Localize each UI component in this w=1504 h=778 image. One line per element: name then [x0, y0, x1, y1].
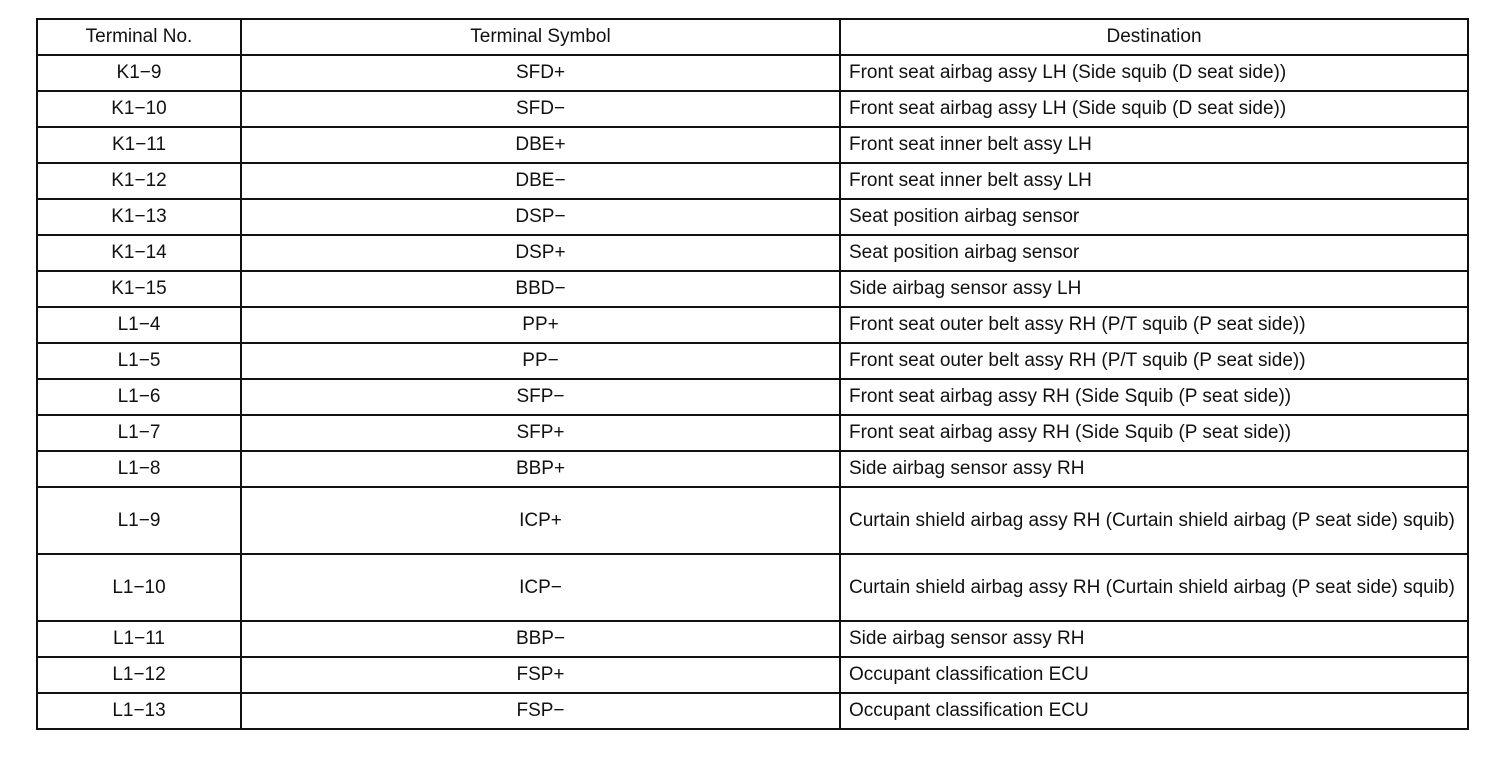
terminal-no-cell: L1−13	[37, 693, 241, 729]
table-row	[37, 163, 1468, 199]
terminal-table	[36, 18, 1469, 730]
terminal-no-cell: L1−9	[37, 487, 241, 554]
destination-cell: Curtain shield airbag assy RH (Curtain shield airbag (P seat side) squib)	[840, 487, 1468, 554]
destination-cell: Curtain shield airbag assy RH (Curtain shield airbag (P seat side) squib)	[840, 554, 1468, 621]
terminal-no-cell: L1−10	[37, 554, 241, 621]
terminal-symbol-cell: BBP−	[241, 621, 840, 657]
terminal-no-cell: L1−12	[37, 657, 241, 693]
table-row	[37, 621, 1468, 657]
table-row	[37, 487, 1468, 554]
terminal-symbol-cell: PP−	[241, 343, 840, 379]
terminal-no-cell: K1−9	[37, 55, 241, 91]
destination-cell: Front seat airbag assy RH (Side Squib (P seat side))	[840, 415, 1468, 451]
terminal-no-cell: K1−10	[37, 91, 241, 127]
terminal-symbol-cell: DBE−	[241, 163, 840, 199]
terminal-symbol-cell: SFD+	[241, 55, 840, 91]
table-row	[37, 693, 1468, 729]
table-row	[37, 657, 1468, 693]
destination-cell: Front seat inner belt assy LH	[840, 127, 1468, 163]
table-row	[37, 379, 1468, 415]
destination-cell: Side airbag sensor assy RH	[840, 621, 1468, 657]
destination-cell: Front seat outer belt assy RH (P/T squib (P seat side))	[840, 343, 1468, 379]
table-row	[37, 307, 1468, 343]
terminal-symbol-cell: SFD−	[241, 91, 840, 127]
terminal-no-cell: L1−5	[37, 343, 241, 379]
header-row	[37, 19, 1468, 55]
terminal-no-cell: L1−6	[37, 379, 241, 415]
terminal-symbol-cell: ICP+	[241, 487, 840, 554]
terminal-symbol-cell: BBP+	[241, 451, 840, 487]
table-row	[37, 554, 1468, 621]
destination-cell: Occupant classification ECU	[840, 693, 1468, 729]
terminal-no-cell: L1−8	[37, 451, 241, 487]
destination-cell: Front seat outer belt assy RH (P/T squib (P seat side))	[840, 307, 1468, 343]
destination-cell: Side airbag sensor assy RH	[840, 451, 1468, 487]
table-row	[37, 91, 1468, 127]
terminal-no-cell: L1−11	[37, 621, 241, 657]
terminal-no-cell: K1−13	[37, 199, 241, 235]
header-destination: Destination	[840, 19, 1468, 55]
destination-cell: Front seat airbag assy LH (Side squib (D seat side))	[840, 91, 1468, 127]
table-row	[37, 235, 1468, 271]
destination-cell: Seat position airbag sensor	[840, 235, 1468, 271]
terminal-no-cell: L1−4	[37, 307, 241, 343]
destination-cell: Occupant classification ECU	[840, 657, 1468, 693]
terminal-no-cell: K1−14	[37, 235, 241, 271]
terminal-symbol-cell: DSP+	[241, 235, 840, 271]
terminal-symbol-cell: FSP+	[241, 657, 840, 693]
terminal-symbol-cell: PP+	[241, 307, 840, 343]
table-row	[37, 199, 1468, 235]
terminal-symbol-cell: DSP−	[241, 199, 840, 235]
terminal-symbol-cell: FSP−	[241, 693, 840, 729]
terminal-symbol-cell: BBD−	[241, 271, 840, 307]
table-row	[37, 451, 1468, 487]
terminal-no-cell: K1−12	[37, 163, 241, 199]
table-row	[37, 55, 1468, 91]
table-row	[37, 271, 1468, 307]
destination-cell: Front seat airbag assy LH (Side squib (D seat side))	[840, 55, 1468, 91]
header-terminal-no: Terminal No.	[37, 19, 241, 55]
terminal-symbol-cell: ICP−	[241, 554, 840, 621]
destination-cell: Side airbag sensor assy LH	[840, 271, 1468, 307]
destination-cell: Front seat inner belt assy LH	[840, 163, 1468, 199]
table-row	[37, 127, 1468, 163]
terminal-symbol-cell: DBE+	[241, 127, 840, 163]
table-row	[37, 343, 1468, 379]
table-row	[37, 415, 1468, 451]
terminal-no-cell: K1−11	[37, 127, 241, 163]
terminal-no-cell: L1−7	[37, 415, 241, 451]
terminal-symbol-cell: SFP−	[241, 379, 840, 415]
destination-cell: Front seat airbag assy RH (Side Squib (P seat side))	[840, 379, 1468, 415]
terminal-no-cell: K1−15	[37, 271, 241, 307]
terminal-symbol-cell: SFP+	[241, 415, 840, 451]
header-terminal-symbol: Terminal Symbol	[241, 19, 840, 55]
destination-cell: Seat position airbag sensor	[840, 199, 1468, 235]
